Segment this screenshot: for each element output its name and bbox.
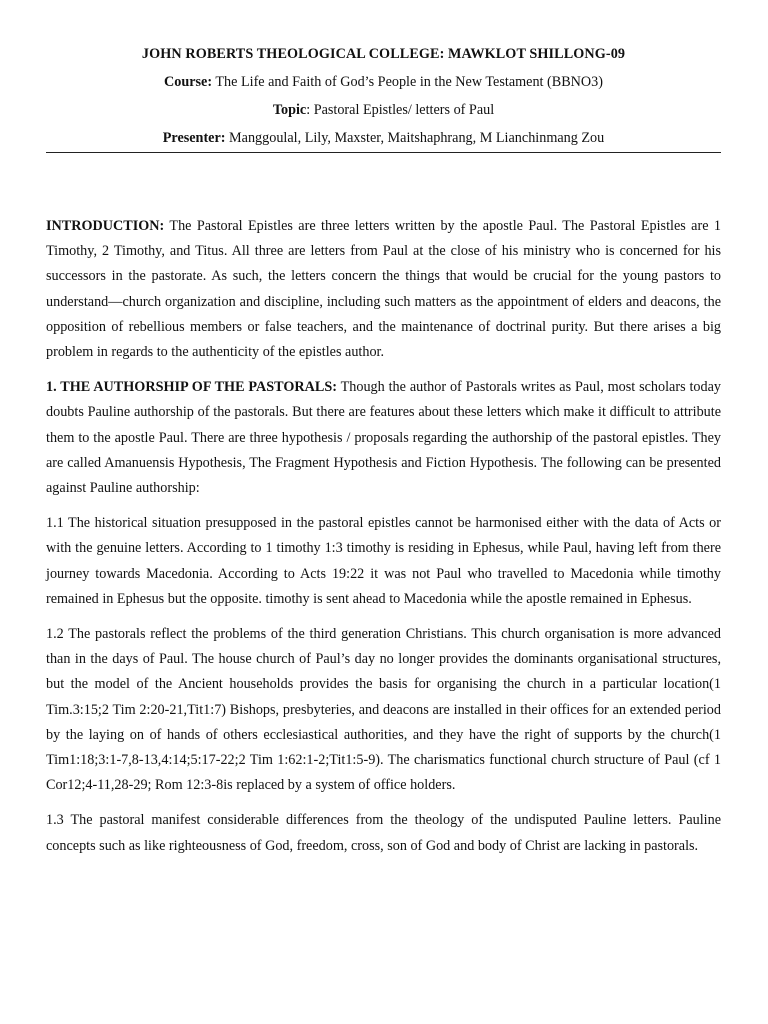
- introduction-text: The Pastoral Epistles are three letters written by the apostle Paul. The Pastoral Epistles are 1 Timothy, 2 Timothy, and Titus. All three are letters from Paul at the close of his ministry who is concerned for his successors in the pastorate. As such, the letters concern the things that would be crucial for the young pastors to understand—church organization and discipline, including such matters as the appointment of elders and deacons, the opposition of rebellious members or false teachers, and the maintenance of doctrinal purity. But there arises a big problem in regards to the authenticity of the epistles author.: [46, 218, 721, 361]
- presenter-line: [46, 124, 721, 152]
- course-label: Course:: [163, 74, 213, 90]
- authorship-paragraph: [46, 375, 721, 501]
- document-body: [46, 214, 721, 859]
- authorship-heading: 1. THE AUTHORSHIP OF THE PASTORALS:: [46, 379, 337, 396]
- point-1-2-paragraph: 1.2 The pastorals reflect the problems of the third generation Christians. This church organisation is more advanced than in the days of Paul. The house church of Paul’s day no longer provides the dominants organisational structures, but the model of the Ancient households provides the basis for organising the church in a particular location(1 Tim.3:15;2 Tim 2:20-21,Tit1:7) Bishops, presbyteries, and deacons are installed in their offices for an extended period by the laying on of hands of others ecclesiastical authorities, and they have the right of supports by the church(1 Tim1:18;3:1-7,8-13,4:14;5:17-22;2 Tim 1:62:1-2;Tit1:5-9). The charismatics functional church structure of Paul (cf 1 Cor12;4-11,28-29; Rom 12:3-8is replaced by a system of office holders.: [46, 626, 721, 794]
- presenter-value: Manggoulal, Lily, Maxster, Maitshaphrang, M Lianchinmang Zou: [225, 130, 605, 146]
- topic-label: Topic: [272, 102, 307, 118]
- topic-line: [46, 96, 721, 124]
- course-line: [46, 68, 721, 96]
- point-1-1-paragraph: 1.1 The historical situation presupposed in the pastoral epistles cannot be harmonised either with the data of Acts or with the genuine letters. According to 1 timothy 1:3 timothy is residing in Ephesus, while Paul, having left from there journey towards Macedonia. According to Acts 19:22 it was not Paul who travelled to Macedonia while timothy remained in Ephesus but the opposite. timothy is sent ahead to Macedonia while the apostle remained in Ephesus.: [46, 515, 721, 607]
- document-header: [46, 40, 721, 153]
- authorship-text: Though the author of Pastorals writes as Paul, most scholars today doubts Pauline authorship of the pastorals. But there are features about these letters which make it difficult to attribute them to the apostle Paul. There are three hypothesis / proposals regarding the authorship of the pastoral epistles. They are called Amanuensis Hypothesis, The Fragment Hypothesis and Fiction Hypothesis. The following can be presented against Pauline authorship:: [46, 379, 721, 497]
- college-title: JOHN ROBERTS THEOLOGICAL COLLEGE: MAWKLOT SHILLONG-09: [141, 46, 626, 62]
- course-value: The Life and Faith of God’s People in the New Testament (BBNO3): [212, 74, 603, 90]
- introduction-paragraph: [46, 214, 721, 365]
- document-page: [46, 40, 721, 869]
- presenter-label: Presenter:: [162, 130, 226, 146]
- topic-value: : Pastoral Epistles/ letters of Paul: [306, 102, 495, 118]
- introduction-heading: INTRODUCTION:: [46, 218, 165, 234]
- point-1-3-paragraph: 1.3 The pastoral manifest considerable differences from the theology of the undisputed Pauline letters. Pauline concepts such as like righteousness of God, freedom, cross, son of God and body of Christ are lacking in pastorals.: [46, 812, 721, 854]
